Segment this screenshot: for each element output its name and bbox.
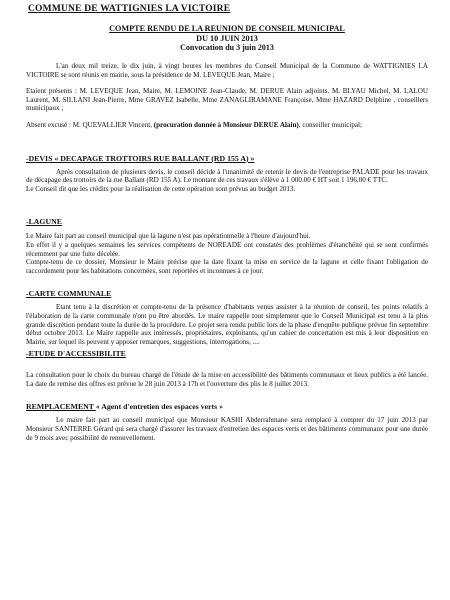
- intro-paragraph: L'an deux mil treize, le dix juin, à vingt heures les membres du Conseil Municipal de la Commune de WATTIGNIES LA VICTOIRE se sont réunis en mairie, sous la présidence de M. LEVEQUE Jean, Maire ;: [26, 62, 428, 79]
- section-title-devis: -DEVIS « DECAPAGE TROTTOIRS RUE BALLANT (RD 155 A) »: [26, 153, 255, 163]
- convocation-date: Convocation du 3 juin 2013: [180, 43, 274, 52]
- section-title-remplacement: REMPLACEMENT « Agent d'entretien des espaces verts »: [26, 402, 224, 412]
- commune-heading: COMMUNE DE WATTIGNIES LA VICTOIRE: [28, 4, 231, 14]
- carte-paragraph: Etant tenu à la discrétion et compte-tenu de la présence d'habitants venus assister à la réunion de conseil, les points relatifs à l'élaboration de la carte communale n'ont pu être abordés. Le maire rappelle tout simplement que le Conseil Municipal est tenu à la plus grande discrétion pendant toute la durée de la procédure. Le projet sera rendu public lors de la phase d'enquête publique prévue fin septembre début octobre 2013. Le Maire rappelle aux intéressés, propriétaires, exploitants, qu'un cahier de concertation est mis à leur disposition en Mairie, sur lequel ils peuvent y apposer remarques, suggestions, interrogations, ....: [26, 303, 428, 346]
- report-title-line1: COMPTE RENDU DE LA REUNION DE CONSEIL MUNICIPAL: [109, 24, 345, 33]
- absent-proxy: (procuration donnée à Monsieur DERUE Alain): [153, 120, 299, 129]
- absent-prefix: Absent excusé : M. QUEVALLIER Vincent,: [26, 120, 154, 129]
- lagune-paragraph-1: Le Maire fait part au conseil municipal que la lagune n'est pas opérationnelle à l'heure d'aujourd'hui.: [26, 232, 311, 241]
- section-title-carte: -CARTE COMMUNALE: [26, 289, 112, 299]
- absent-paragraph: [26, 121, 428, 130]
- report-title: [26, 24, 428, 43]
- accessibilite-paragraph: La consultation pour le choix du bureau chargé de l'étude de la mise en accessibilité des bâtiments communaux et lieux publics a été lancée. La date de remise des offres est prévue le 28 juin 2013 à 17h et l'ouverture des plis le 8 juillet 2013.: [26, 371, 428, 388]
- section-title-accessibilite: -ETUDE D'ACCESSIBILITE: [26, 349, 126, 359]
- presents-paragraph: Etaient présents : M. LEVEQUE Jean, Maire, M. LEMOINE Jean-Claude, M. DERUE Alain adjoints, M. BLYAU Michel, M. LALOU Laurent, M. SILLANI Jean-Pierre, Mme GRAVEZ Isabelle, Mme ZANAGLIRAMANE Françoise, Mme HAZARD Delphine , conseillers municipaux ;: [26, 87, 428, 113]
- remplacement-paragraph: Le maire fait part au conseil municipal que Monsieur KASHI Abderrahmane sera remplacé à compter du 17 juin 2013 par Monsieur SANTERRE Gérard qui sera chargé d'assurer les travaux d'entretien des espaces verts et des bâtiments communaux pour une durée de 9 mois avec possibilité de renouvellement.: [26, 416, 428, 442]
- lagune-paragraph-2: En effet il y a quelques semaines les services compétents de NOREADE ont constatés des problèmes d'étanchéité qui se sont confirmés récemment par une fuite décelée.: [26, 240, 428, 258]
- devis-paragraph-1: Après consultation de plusieurs devis, le conseil décide à l'unanimité de retenir le devis de l'entreprise PALADE pour les travaux de décapage des trottoirs de la rue Ballant (RD 155 A). Le montant de ces travaux s'élève à 1 000.00 € HT soit 1 196.00 € TTC.: [26, 167, 428, 185]
- devis-paragraph-2: Le Conseil dit que les crédits pour la réalisation de cette opération sont prévus au budget 2013.: [26, 184, 296, 193]
- section-title-lagune: -LAGUNE: [26, 217, 62, 227]
- lagune-paragraph-3: Compte-tenu de ce dossier, Monsieur le Maire précise que la date fixant la mise en service de la lagune et celle fixant l'obligation de raccordement pour les habitations concernées, sont reportées et inconnues à ce jour.: [26, 258, 428, 275]
- report-title-date: DU 10 JUIN 2013: [196, 33, 258, 43]
- absent-suffix: , conseiller municipal;: [298, 120, 362, 129]
